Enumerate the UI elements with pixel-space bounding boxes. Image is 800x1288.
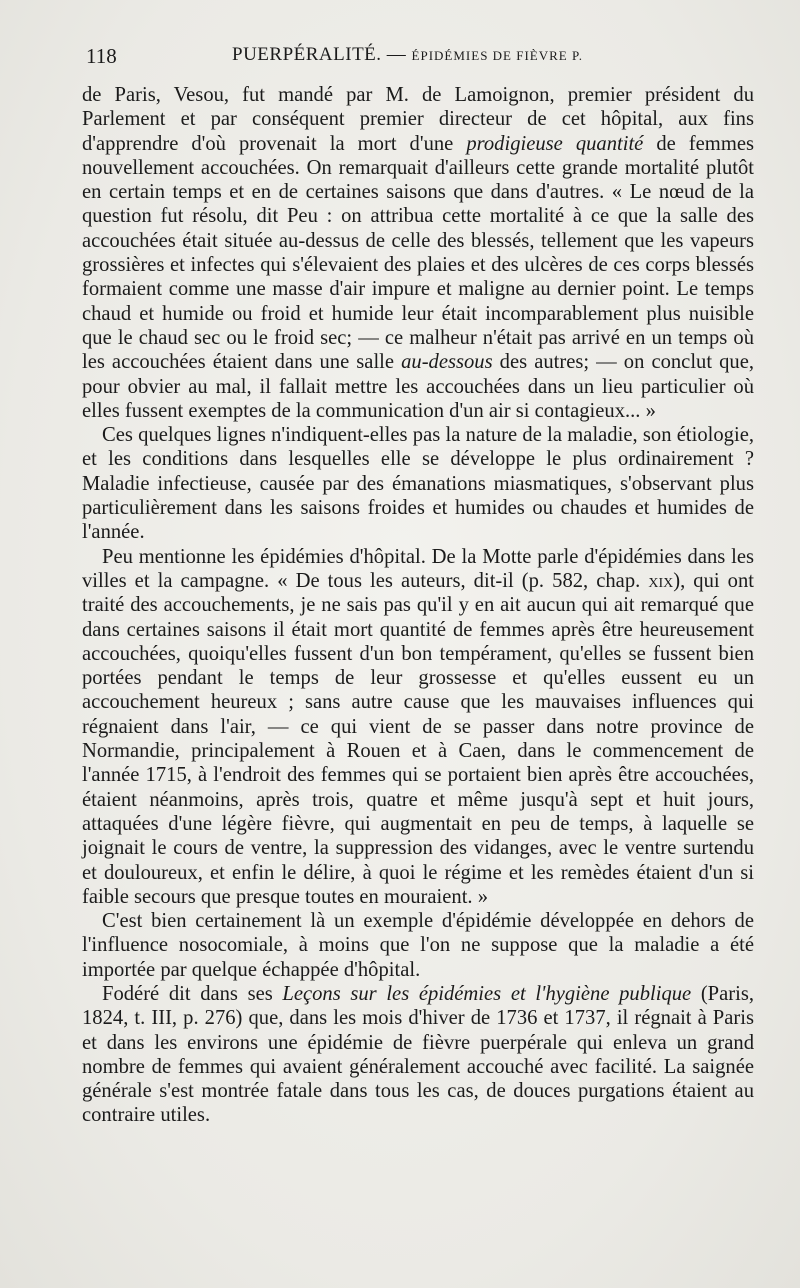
paragraph	[82, 982, 754, 1128]
page-number: 118	[86, 44, 117, 68]
running-title-dash: —	[386, 44, 407, 65]
text-run: ), qui ont traité des accouchements, je ne sais pas qu'il y en ait aucun qui ait remarqué que dans certaines saisons il était mort quantité de femmes après être heureusement accouchées, quoiqu'elles fussent d'un bon tempérament, qu'elles se fussent bien portées pendant le temps de leur grossesse et qu'elles eussent eu un accouchement heureux ; sans autre cause que les mauvaises influences qui régnaient dans l'air, — ce qui vient de se passer dans notre province de Normandie, principalement à Rouen et à Caen, dans le commencement de l'année 1715, à l'endroit des femmes qui se portaient bien après être accouchées, étaient néanmoins, après trois, quatre et même jusqu'à sept et huit jours, attaquées d'une légère fièvre, qui augmentait en peu de temps, à laquelle se joignait le cours de ventre, la suppression des vidanges, avec le ventre surtendu et douloureux, et enfin le délire, à quoi le régime et les remèdes étaient d'un si faible secours que presque toutes en mouraient. »	[82, 569, 754, 908]
running-title-main: PUERPÉRALITÉ.	[232, 44, 382, 65]
text-run: des autres; — on conclut que, pour obvier au mal, il fallait mettre les accouchées dans un lieu particulier où elles fussent exemptes de la communication d'un air si contagieux... »	[82, 351, 755, 422]
text-run: de Paris, Vesou, fut mandé par M. de Lamoignon, premier président du Parlement et par conséquent premier directeur de cet hôpital, aux fins d'apprendre d'où provenait la mort d'une	[82, 84, 754, 155]
small-caps-text: xix	[648, 569, 674, 592]
paragraph	[82, 83, 754, 423]
running-title	[232, 44, 583, 66]
paragraph	[82, 545, 754, 909]
italic-text: au-dessous	[401, 351, 493, 374]
paragraph	[82, 423, 754, 544]
running-header	[82, 44, 752, 72]
text-run: Fodéré dit dans ses	[102, 982, 283, 1005]
text-run: C'est bien certainement là un exemple d'épidémie développée en dehors de l'influence nosocomiale, à moins que l'on ne suppose que la maladie a été importée par quelque échappée d'hôpital.	[82, 910, 754, 981]
text-run: (Paris, 1824, t. III, p. 276) que, dans les mois d'hiver de 1736 et 1737, il régnait à Paris et dans les environs une épidémie de fièvre puerpérale qui enleva un grand nombre de femmes qui avaient généralement accouché avec facilité. La saignée générale s'est montrée fatale dans tous les cas, de douces purgations étaient au contraire utiles.	[82, 982, 755, 1127]
text-run: Peu mentionne les épidémies d'hôpital. De la Motte parle d'épidémies dans les villes et la campagne. « De tous les auteurs, dit-il (p. 582, chap.	[82, 545, 754, 592]
paragraph	[82, 909, 754, 982]
italic-text: Leçons sur les épidémies et l'hygiène publique	[282, 982, 692, 1005]
running-title-sub: ÉPIDÉMIES DE FIÈVRE P.	[411, 48, 584, 63]
body-text	[82, 83, 754, 1128]
text-run: de femmes nouvellement accouchées. On remarquait d'ailleurs cette grande mortalité plutôt en certain temps et en de certaines saisons que dans d'autres. « Le nœud de la question fut résolu, dit Peu : on attribua cette mortalité à ce que la salle des accouchées était située au-dessus de celle des blessés, tellement que les vapeurs grossières et infectes qui s'élevaient des plaies et des ulcères de ces corps blessés formaient comme une masse d'air impure et maligne au dernier point. Le temps chaud et humide ou froid et humide leur était incomparablement plus nuisible que le chaud sec ou le froid sec; — ce malheur n'était pas arrivé en un temps où les accouchées étaient dans une salle	[82, 132, 754, 374]
italic-text: prodigieuse quantité	[466, 132, 644, 155]
text-run: Ces quelques lignes n'indiquent-elles pas la nature de la maladie, son étiologie, et les conditions dans lesquelles elle se développe le plus ordinairement ? Maladie infectieuse, causée par des émanations miasmatiques, s'observant plus particulièrement dans les saisons froides et humides ou chaudes et humides de l'année.	[82, 424, 754, 544]
